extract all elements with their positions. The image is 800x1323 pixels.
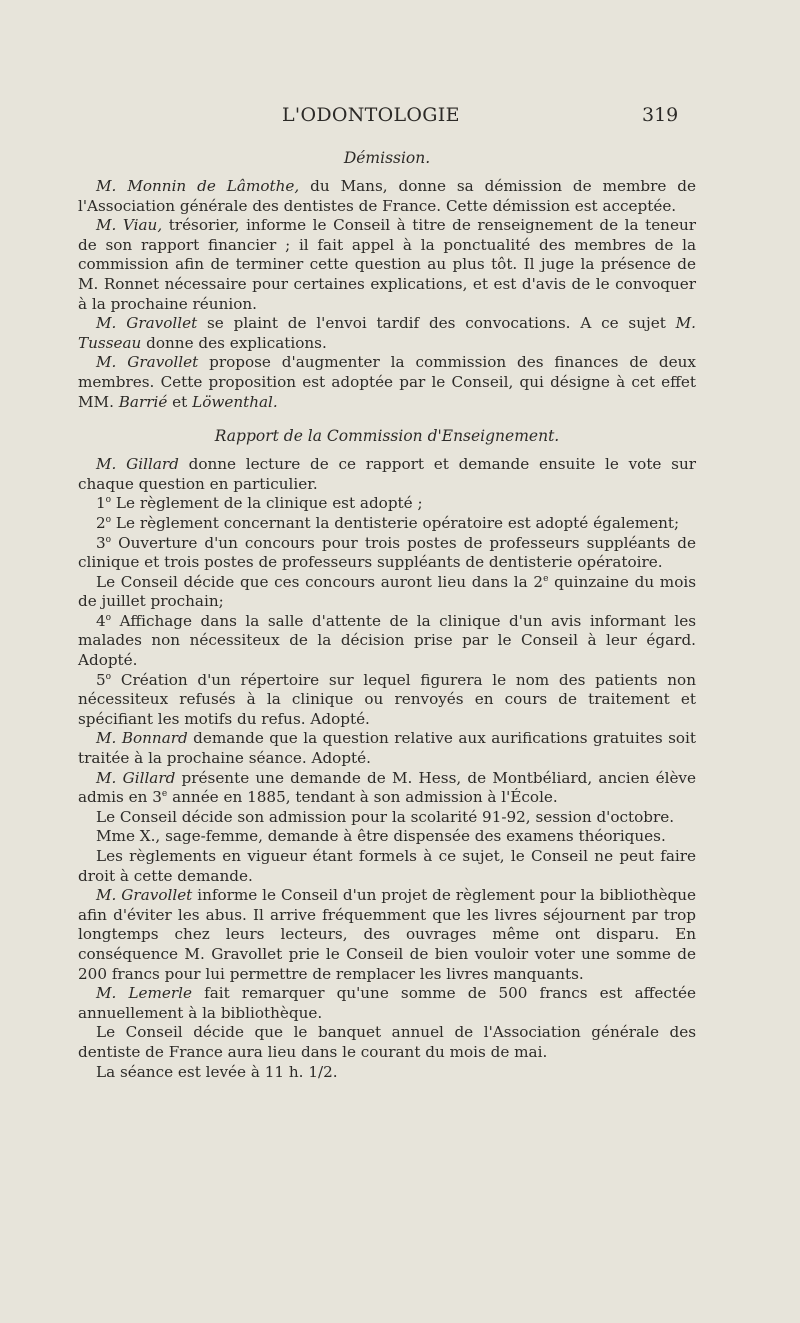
paragraph	[78, 177, 696, 216]
speaker-name: M. Gravollet	[96, 886, 193, 905]
paragraph-text: informe le Conseil d'un projet de règlement pour la bibliothèque afin d'éviter les abus. Il arrive fréquemment que les livres séjournent par trop longtemps chez leurs lecteurs, des ouvrages même ont disparu. En conséquence M. Gravollet prie le Conseil de bien vouloir voter une somme de 200 francs pour lui permettre de remplacer les livres manquants.	[78, 886, 696, 983]
speaker-name: M. Tusseau	[78, 314, 697, 352]
paragraph	[78, 769, 696, 808]
paragraph-text: Ouverture d'un concours pour trois postes de professeurs suppléants de clinique et trois postes de professeurs suppléants de dentisterie opératoire.	[78, 533, 696, 572]
paragraph: Le Conseil décide son admission pour la scolarité 91-92, session d'octobre.	[96, 807, 675, 826]
paragraph-text: Le règlement concernant la dentisterie opératoire est adopté également;	[111, 513, 680, 532]
speaker-name: M. Gillard	[96, 768, 176, 787]
paragraph-text: Création d'un répertoire sur lequel figurera le nom des patients non nécessiteux refusés à la clinique ou renvoyés en cours de traitement et spécifiant les motifs du refus. Adopté.	[78, 670, 696, 728]
page-number: 319	[642, 104, 679, 126]
ordinal-mark: o	[105, 534, 112, 545]
paragraph	[78, 216, 696, 314]
paragraph	[78, 984, 696, 1023]
paragraph	[78, 573, 696, 612]
ordinal-mark: o	[105, 671, 112, 682]
ordinal-mark: o	[105, 612, 112, 623]
paragraph-text: fait remarquer qu'une somme de 500 francs est affectée annuellement à la bibliothèque.	[78, 984, 697, 1022]
paragraph-text: trésorier, informe le Conseil à titre de renseignement de la teneur de son rapport financier ; il fait appel à la ponctualité des membres de la commission afin de terminer cette question au plus tôt. Il juge la présence de M. Ronnet nécessaire pour certaines explications, et est d'avis de le convoquer à la prochaine réunion.	[78, 216, 696, 313]
closing-line: La séance est levée à 11 h. 1/2.	[96, 1062, 338, 1081]
section-heading-demission: Démission.	[343, 149, 431, 167]
speaker-name: M. Bonnard	[96, 729, 188, 748]
item-number: 3	[96, 533, 106, 552]
ordinal-mark: e	[161, 789, 168, 800]
paragraph	[78, 314, 696, 353]
paragraph	[78, 455, 696, 494]
item-number: 1	[96, 494, 106, 513]
item-number: 5	[96, 670, 106, 689]
paragraph-text: propose d'augmenter la commission des finances de deux membres. Cette proposition est adoptée par le Conseil, qui désigne à cet effet MM.	[78, 353, 696, 411]
page-body	[78, 148, 696, 1082]
numbered-item	[78, 534, 696, 573]
item-number: 2	[96, 513, 106, 532]
ordinal-mark: e	[543, 573, 549, 584]
paragraph-text: quinzaine du mois de juillet prochain;	[78, 572, 696, 611]
paragraph-text: donne des explications.	[141, 333, 327, 352]
paragraph: Le Conseil décide que le banquet annuel de l'Association générale des dentiste de France aura lieu dans le courant du mois de mai.	[78, 1023, 696, 1061]
speaker-name: M. Lemerle	[96, 984, 193, 1003]
paragraph-text: Le Conseil décide que ces concours auront lieu dans la 2	[96, 572, 544, 591]
conjunction: et	[167, 392, 193, 411]
paragraph: Les règlements en vigueur étant formels à ce sujet, le Conseil ne peut faire droit à cette demande.	[78, 847, 696, 885]
item-number: 4	[96, 611, 106, 630]
member-name: Löwenthal.	[192, 392, 278, 411]
paragraph-text: du Mans, donne sa démission de membre de l'Association générale des dentistes de France. Cette démission est acceptée.	[78, 177, 696, 215]
member-name: Barrié	[118, 392, 168, 411]
running-title: L'ODONTOLOGIE	[282, 104, 460, 126]
paragraph	[78, 886, 696, 984]
paragraph-text: se plaint de l'envoi tardif des convocations. A ce sujet	[197, 314, 676, 333]
speaker-name: M. Viau,	[96, 216, 163, 235]
numbered-item	[78, 514, 696, 534]
paragraph: Mme X., sage-femme, demande à être dispensée des examens théoriques.	[96, 827, 666, 846]
ordinal-mark: o	[105, 495, 112, 506]
speaker-name: M. Gillard	[96, 455, 179, 474]
page-header	[0, 104, 800, 134]
speaker-name: M. Gravollet	[96, 314, 198, 333]
paragraph-text: présente une demande de M. Hess, de Montbéliard, ancien élève admis en 3	[78, 768, 697, 807]
paragraph-text: Affichage dans la salle d'attente de la clinique d'un avis informant les malades non nécessiteux de la décision prise par le Conseil à leur égard. Adopté.	[78, 611, 696, 670]
ordinal-mark: o	[105, 514, 112, 525]
paragraph-text: demande que la question relative aux aurifications gratuites soit traitée à la prochaine séance. Adopté.	[78, 729, 696, 768]
paragraph-text: année en 1885, tendant à son admission à l'École.	[167, 788, 558, 807]
paragraph-text: donne lecture de ce rapport et demande ensuite le vote sur chaque question en particulier.	[78, 455, 696, 493]
section-heading-enseignement: Rapport de la Commission d'Enseignement.	[214, 427, 560, 446]
numbered-item	[78, 494, 696, 514]
numbered-item	[78, 612, 696, 671]
speaker-name: M. Monnin de Lâmothe,	[96, 177, 300, 195]
speaker-name: M. Gravollet	[96, 353, 199, 372]
paragraph-text: Le règlement de la clinique est adopté ;	[111, 494, 423, 513]
numbered-item	[78, 671, 696, 730]
paragraph	[78, 353, 696, 412]
paragraph	[78, 729, 696, 768]
